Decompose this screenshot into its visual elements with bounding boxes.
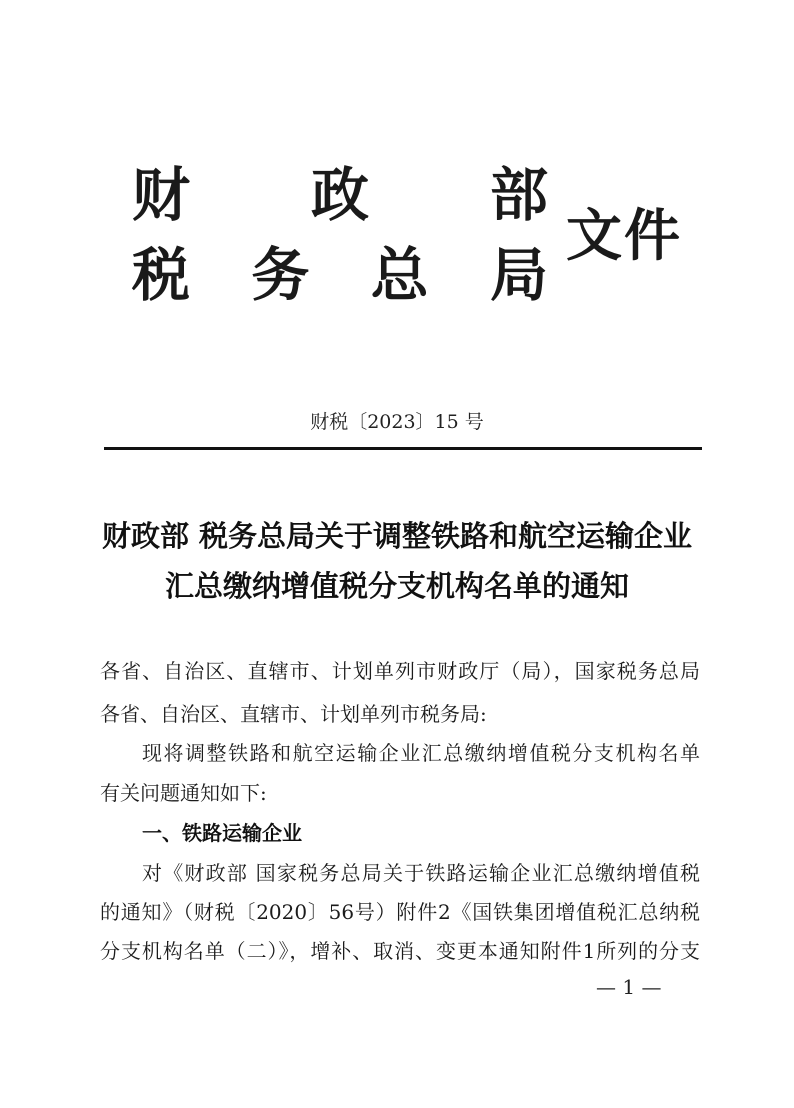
intro-line-2: 有关问题通知如下: [100,781,267,805]
issuer-char: 财 [132,161,191,229]
paragraph-line: 的通知》（财税〔2020〕56号）附件2《国铁集团增值税汇总纳税 [100,900,700,924]
issuer-char: 部 [490,161,549,229]
recipients-line-1: 各省、自治区、直辖市、计划单列市财政厅（局），国家税务总局 [100,659,700,683]
page-number: — 1 — [596,975,662,999]
document-number: 财税〔2023〕15 号 [310,411,484,433]
recipients-line-2: 各省、自治区、直辖市、计划单列市税务局: [100,702,487,726]
issuer-char: 税 [132,241,191,309]
document-title-line-1: 财政部 税务总局关于调整铁路和航空运输企业 [101,519,693,553]
issuer-char: 务 [251,241,310,309]
issuer-line-ministry-of-finance [132,161,549,229]
document-title-line-2: 汇总缴纳增值税分支机构名单的通知 [164,569,629,603]
issuer-char: 总 [370,241,429,309]
paragraph-line: 分支机构名单（二）》，增补、取消、变更本通知附件1所列的分支 [100,939,700,963]
issuer-char: 局 [489,241,548,309]
issuer-char: 政 [311,161,370,229]
header-divider [104,447,702,450]
section-heading-railway: 一、铁路运输企业 [142,821,302,845]
paragraph-line: 对《财政部 国家税务总局关于铁路运输企业汇总缴纳增值税 [142,861,700,885]
intro-line-1: 现将调整铁路和航空运输企业汇总缴纳增值税分支机构名单 [142,741,700,765]
issuer-line-taxation-administration [132,241,548,309]
document-suffix: 文件 [566,203,682,269]
